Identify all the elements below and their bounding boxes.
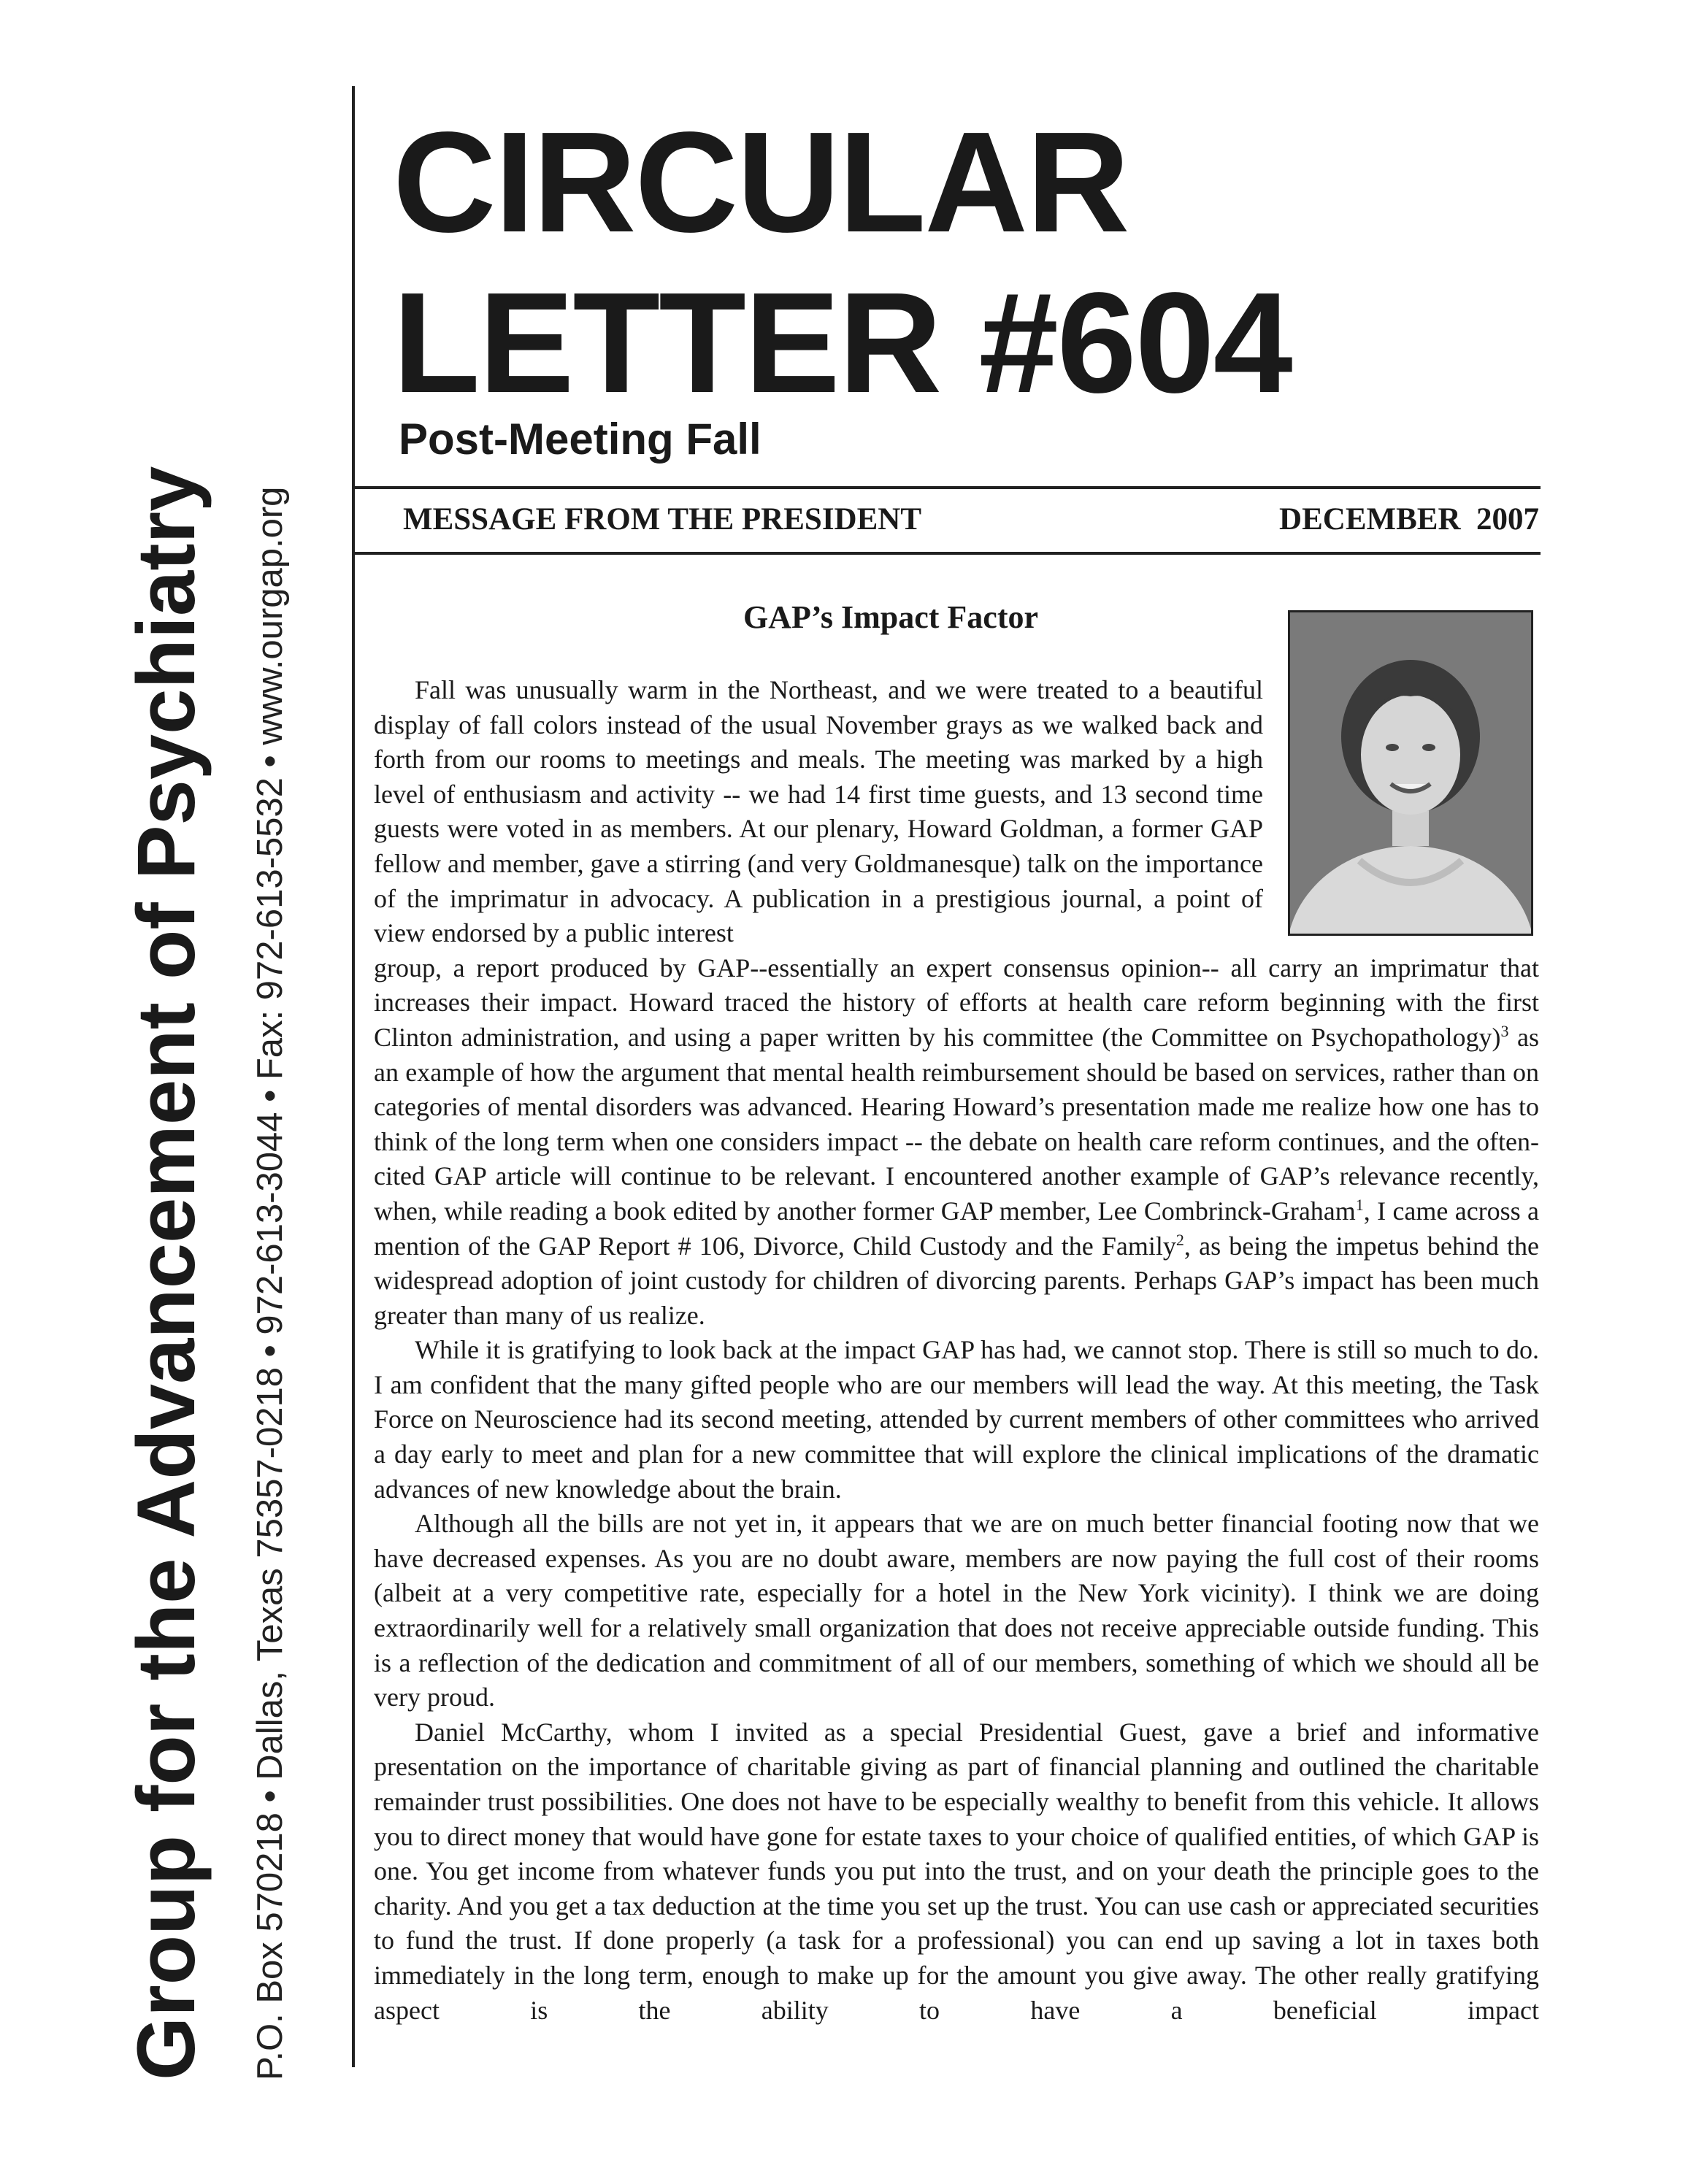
header-bottom-rule	[353, 552, 1541, 555]
organization-name: Group for the Advancement of Psychiatry	[120, 466, 212, 2080]
article-title: GAP’s Impact Factor	[743, 599, 1039, 635]
article-paragraph-2: While it is gratifying to look back at the impact GAP has had, we cannot stop. There is still so much to do. I am confident that the many gifted people who are our members will lead the way. At this meeting, the Task Force on Neuroscience had its second meeting, attended by current members of other committees who arrived a day early to meet and plan for a new committee that will explore the clinical implications of the dramatic advances of new knowledge about the brain.	[374, 1335, 1539, 1504]
issue-date: DECEMBER 2007	[1279, 502, 1539, 537]
footnote-ref-2: 2	[1175, 1230, 1184, 1249]
header-top-rule	[353, 486, 1541, 489]
sidebar	[0, 0, 350, 2184]
title-line-2: LETTER #604	[393, 263, 1292, 423]
organization-contact: P.O. Box 570218 • Dallas, Texas 75357-0218 • 972-613-3044 • Fax: 972-613-5532 • www.ourgap.org	[250, 486, 290, 2080]
footnote-ref-1: 1	[1355, 1195, 1364, 1214]
paragraph-1-part-b: as an example of how the argument that mental health reimbursement should be based on services, rather than on categories of mental disorders was advanced. Hearing Howard’s presentation made me realize how one has to think of the long term when one considers impact -- the debate on health care reform continues, and the often-cited GAP article will continue to be relevant. I encountered another example of GAP’s relevance recently, when, while reading a book edited by another former GAP member, Lee Combrinck-Graham	[374, 1022, 1539, 1226]
section-label: MESSAGE FROM THE PRESIDENT	[403, 502, 922, 537]
paragraph-1-part-a: group, a report produced by GAP--essentially an expert consensus opinion-- all carry an imprimatur that increases their impact. Howard traced the history of efforts at health care reform beginning with the first Clinton administration, and using a paper written by his committee (the Committee on Psychopathology)	[374, 953, 1539, 1052]
newsletter-subtitle: Post-Meeting Fall	[399, 415, 761, 464]
newsletter-title	[393, 102, 1561, 423]
article-paragraph-4: Daniel McCarthy, whom I invited as a special Presidential Guest, gave a brief and informative presentation on the importance of charitable giving as part of financial planning and outlined the charitable remainder trust possibilities. One does not have to be especially wealthy to benefit from this vehicle. It allows you to direct money that would have gone for estate taxes to your choice of qualified entities, of which GAP is one. You get income from whatever funds you put into the trust, and on your death the principle goes to the charity. And you get a tax deduction at the time you set up the trust. You can use cash or appreciated securities to fund the trust. If done properly (a task for a professional) you can end up saving a lot in taxes both immediately in the long term, enough to make up for the amount you give away. The other really gratifying aspect is the ability to have a beneficial impact	[374, 1717, 1539, 2025]
article-paragraph-1	[374, 951, 1539, 1334]
article-paragraph-3: Although all the bills are not yet in, it appears that we are on much better financial footing now that we have decreased expenses. As you are no doubt aware, members are now paying the full cost of their rooms (albeit at a very competitive rate, especially for a hotel in the New York vicinity). I think we are doing extraordinarily well for a relatively small organization that does not receive appreciable outside funding. This is a reflection of the dedication and commitment of all of our members, something of which we should all be very proud.	[374, 1509, 1539, 1712]
article-paragraph-1-top: Fall was unusually warm in the Northeast, and we were treated to a beautiful display of fall colors instead of the usual November grays as we walked back and forth from our rooms to meetings and meals. The meeting was marked by a high level of enthusiasm and activity -- we had 14 first time guests, and 13 second time guests were voted in as members. At our plenary, Howard Goldman, a former GAP fellow and member, gave a stirring (and very Goldmanesque) talk on the importance of the imprimatur in advocacy. A publication in a prestigious journal, a point of view endorsed by a public interest	[374, 675, 1263, 948]
title-line-1: CIRCULAR	[393, 102, 1129, 262]
footnote-ref-3: 3	[1500, 1021, 1509, 1040]
paragraph-1-part-c: , I came across a mention of the GAP Report # 106, Divorce, Child Custody and the Family	[374, 1196, 1539, 1261]
vertical-divider	[352, 86, 355, 2067]
paragraph-1-part-d: , as being the impetus behind the widespread adoption of joint custody for children of divorcing parents. Perhaps GAP’s impact has been much greater than many of us realize.	[374, 1231, 1539, 1330]
article-body	[374, 673, 1539, 2028]
